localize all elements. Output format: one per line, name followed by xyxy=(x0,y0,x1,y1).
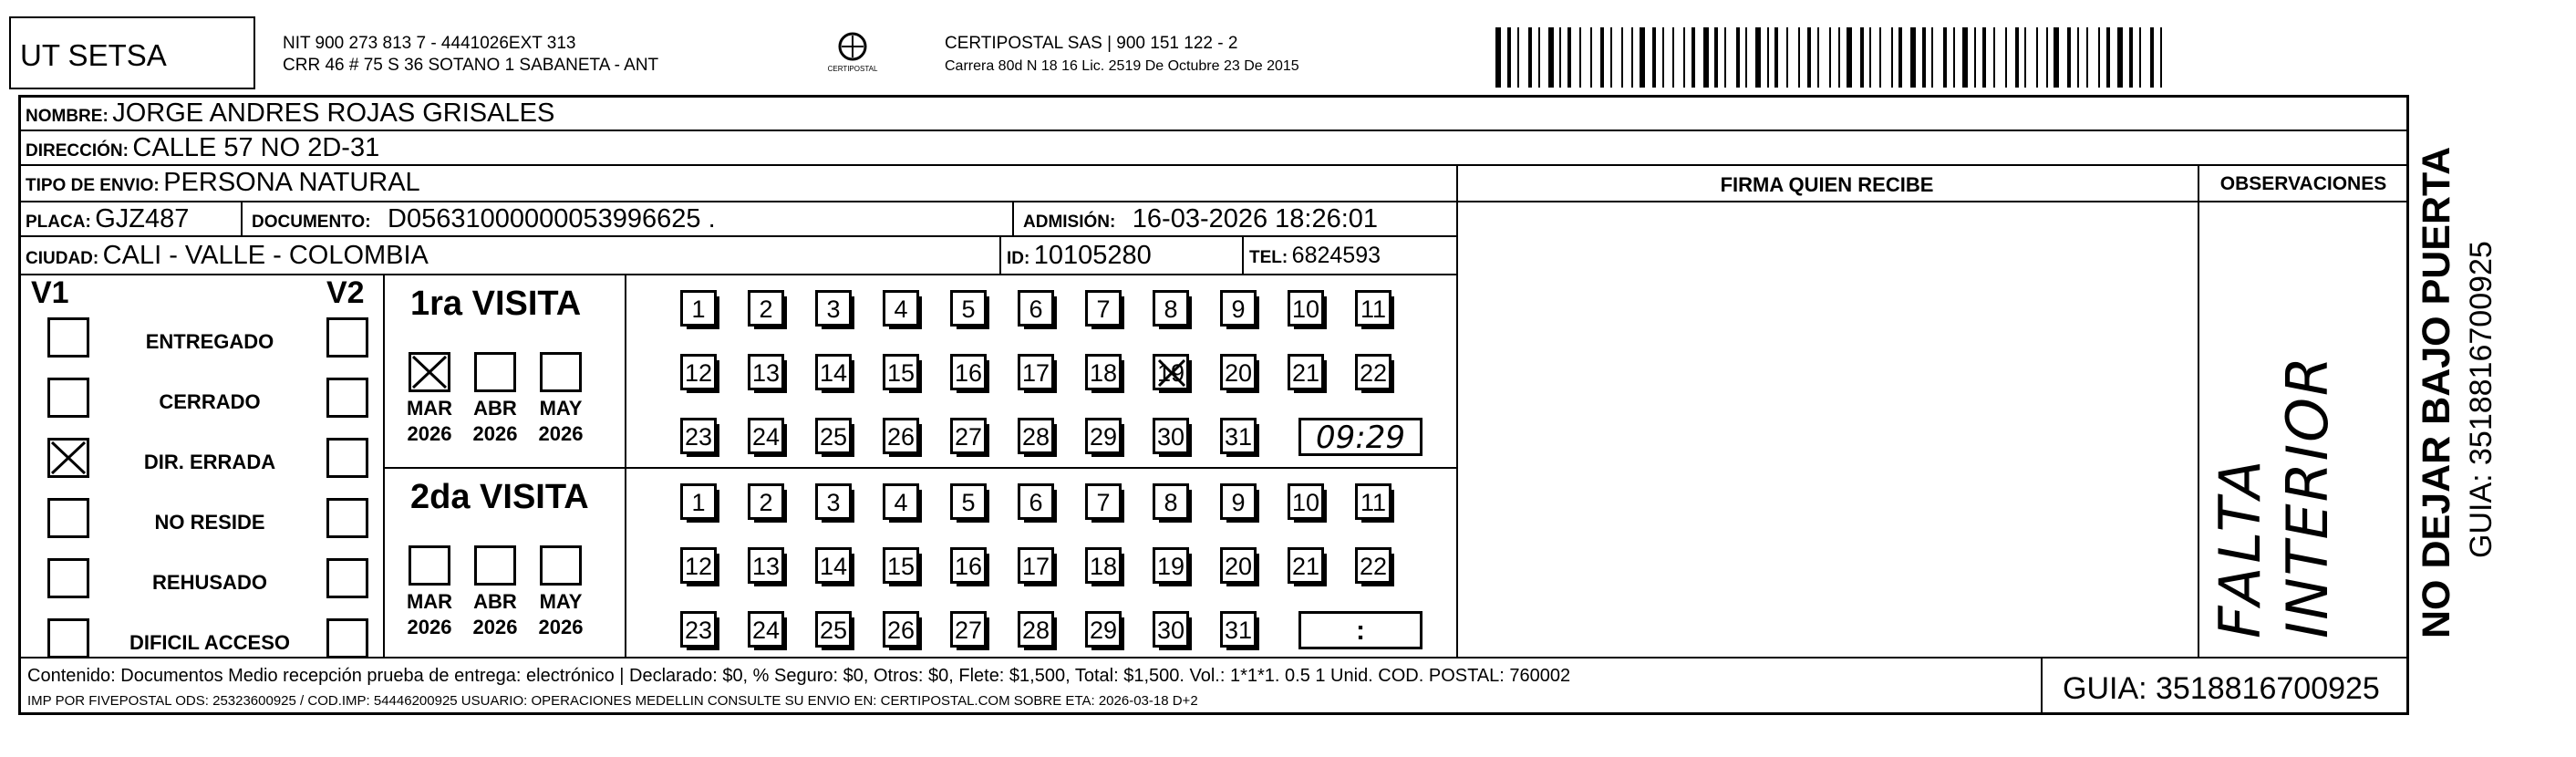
barcode-bar xyxy=(1600,27,1604,88)
visit-month-label xyxy=(463,589,527,640)
visit-title: 2da VISITA xyxy=(410,478,589,516)
tipo-row xyxy=(26,168,420,198)
barcode-bar xyxy=(1621,27,1623,88)
row-line xyxy=(18,274,1456,275)
barcode-bar xyxy=(2086,27,2088,88)
visit-day-21[interactable]: 21 xyxy=(1288,547,1324,584)
barcode-bar xyxy=(1974,27,1976,88)
visit-day-3[interactable]: 3 xyxy=(815,483,852,520)
month-name: MAY xyxy=(539,397,583,420)
placa-label: PLACA: xyxy=(26,213,91,232)
barcode-bar xyxy=(1610,27,1612,88)
placa-value: GJZ487 xyxy=(95,204,190,233)
v2-checkbox-1[interactable] xyxy=(326,317,368,358)
barcode-bar xyxy=(2046,27,2048,88)
visit-month-checkbox[interactable] xyxy=(474,352,516,392)
barcode-bar xyxy=(1798,27,1800,88)
barcode-bar xyxy=(1879,27,1881,88)
check-x-icon xyxy=(411,355,448,389)
side-warning: NO DEJAR BAJO PUERTA xyxy=(2415,146,2458,638)
visit-day-8[interactable]: 8 xyxy=(1153,290,1189,327)
v1-checkbox-3[interactable] xyxy=(47,438,89,478)
visit-month-checkbox[interactable] xyxy=(409,545,450,586)
visit-day-22[interactable]: 22 xyxy=(1355,547,1391,584)
barcode-bar xyxy=(2129,27,2133,88)
month-name: MAY xyxy=(539,590,583,613)
visit-month-label xyxy=(398,396,461,447)
barcode-bar xyxy=(1838,27,1840,88)
barcode-bar xyxy=(2005,27,2007,88)
barcode-bar xyxy=(1579,27,1581,88)
side-guia: GUIA: 3518816700925 xyxy=(2464,241,2498,558)
month-name: MAR xyxy=(406,590,453,613)
visit-day-10[interactable]: 10 xyxy=(1288,483,1324,520)
status-option-label: NO RESIDE xyxy=(154,511,265,534)
barcode-bar xyxy=(1538,27,1540,88)
visit-month-label xyxy=(463,396,527,447)
visit-time-field[interactable]: 09:29 xyxy=(1298,418,1422,456)
barcode-bar xyxy=(1869,27,1871,88)
barcode-bar xyxy=(1953,27,1955,88)
visit-day-15[interactable]: 15 xyxy=(883,354,919,390)
visit-day-6[interactable]: 6 xyxy=(1018,290,1054,327)
footer-guia: GUIA: 3518816700925 xyxy=(2063,671,2380,706)
visit-month-checkbox[interactable] xyxy=(540,352,582,392)
month-year: 2026 xyxy=(407,616,452,638)
visit-day-19[interactable]: 19 xyxy=(1153,547,1189,584)
placa-row xyxy=(26,204,189,234)
barcode-bar xyxy=(1683,27,1685,88)
firma-header: FIRMA QUIEN RECIBE xyxy=(1720,173,1934,196)
barcode xyxy=(1495,27,2170,88)
ciudad-row xyxy=(26,241,429,271)
barcode-bar xyxy=(1640,27,1645,88)
visit-day-24[interactable]: 24 xyxy=(748,418,784,454)
col-line xyxy=(625,274,626,657)
visit-day-18[interactable]: 18 xyxy=(1085,547,1122,584)
status-option-label: CERRADO xyxy=(159,390,261,413)
tipo-value: PERSONA NATURAL xyxy=(163,168,420,197)
barcode-bar xyxy=(1943,27,1947,88)
visit-day-27[interactable]: 27 xyxy=(950,611,987,648)
visit-day-3[interactable]: 3 xyxy=(815,290,852,327)
logo-icon xyxy=(834,31,871,62)
visit-day-29[interactable]: 29 xyxy=(1085,418,1122,454)
visit-day-27[interactable]: 27 xyxy=(950,418,987,454)
visit-day-11[interactable]: 11 xyxy=(1355,483,1391,520)
nombre-label: NOMBRE: xyxy=(26,107,109,126)
status-option-label: DIR. ERRADA xyxy=(143,451,276,473)
row-line xyxy=(18,235,1456,237)
barcode-bar xyxy=(1703,27,1709,88)
col-line xyxy=(1456,164,1458,657)
v2-checkbox-2[interactable] xyxy=(326,378,368,418)
v2-checkbox-3[interactable] xyxy=(326,438,368,478)
certipostal-line: CERTIPOSTAL SAS | 900 151 122 - 2 xyxy=(945,34,1238,53)
visit-month-checkbox[interactable] xyxy=(474,545,516,586)
row-line xyxy=(383,467,1456,469)
visit-day-31[interactable]: 31 xyxy=(1220,611,1257,648)
license-line: Carrera 80d N 18 16 Lic. 2519 De Octubre 23 De 2015 xyxy=(945,58,1299,74)
barcode-bar xyxy=(1993,27,1995,88)
visit-time-field[interactable]: : xyxy=(1298,611,1422,649)
row-line xyxy=(18,130,2409,131)
row-line xyxy=(1456,201,2409,202)
visit-day-9[interactable]: 9 xyxy=(1220,483,1257,520)
visit-day-31[interactable]: 31 xyxy=(1220,418,1257,454)
barcode-bar xyxy=(1548,27,1554,88)
visit-day-15[interactable]: 15 xyxy=(883,547,919,584)
v2-checkbox-4[interactable] xyxy=(326,498,368,538)
col-line xyxy=(241,201,243,235)
barcode-bar xyxy=(1786,27,1788,88)
v2-checkbox-6[interactable] xyxy=(326,618,368,658)
month-year: 2026 xyxy=(538,422,584,445)
barcode-bar xyxy=(1736,27,1740,88)
barcode-bar xyxy=(1691,27,1695,88)
id-value: 10105280 xyxy=(1033,241,1152,270)
visit-day-13[interactable]: 13 xyxy=(748,354,784,390)
visit-day-22[interactable]: 22 xyxy=(1355,354,1391,390)
month-name: ABR xyxy=(473,590,517,613)
day-cross-icon xyxy=(1155,357,1186,388)
barcode-bar xyxy=(2139,27,2141,88)
visit-day-5[interactable]: 5 xyxy=(950,290,987,327)
visit-day-8[interactable]: 8 xyxy=(1153,483,1189,520)
visit-month-label xyxy=(529,396,593,447)
v2-label: V2 xyxy=(326,275,365,310)
barcode-bar xyxy=(1962,27,1968,88)
visit-day-20[interactable]: 20 xyxy=(1220,547,1257,584)
visit-day-2[interactable]: 2 xyxy=(748,290,784,327)
barcode-bar xyxy=(2117,27,2123,88)
visit-title: 1ra VISITA xyxy=(410,285,582,323)
barcode-bar xyxy=(1631,27,1633,88)
documento-value: D05631000000053996625 . xyxy=(388,204,716,233)
visit-month-label xyxy=(398,589,461,640)
visit-month-checkbox[interactable] xyxy=(409,352,450,392)
visit-month-label xyxy=(529,589,593,640)
barcode-bar xyxy=(1829,27,1831,88)
visit-day-25[interactable]: 25 xyxy=(815,418,852,454)
barcode-bar xyxy=(1767,27,1769,88)
barcode-bar xyxy=(2015,27,2019,88)
month-year: 2026 xyxy=(407,422,452,445)
visit-day-2[interactable]: 2 xyxy=(748,483,784,520)
barcode-bar xyxy=(1860,27,1864,88)
barcode-bar xyxy=(1774,27,1778,88)
footer-imp: IMP POR FIVEPOSTAL ODS: 25323600925 / COD.IMP: 54446200925 USUARIO: OPERACIONES MEDELLIN CONSULTE SU ENVIO EN: CERTIPOSTAL.COM SOBRE ETA: 2026-03-18 D+2 xyxy=(27,693,1198,709)
visit-day-30[interactable]: 30 xyxy=(1153,418,1189,454)
visit-day-29[interactable]: 29 xyxy=(1085,611,1122,648)
visit-day-17[interactable]: 17 xyxy=(1018,354,1054,390)
status-option-label: ENTREGADO xyxy=(145,330,274,353)
barcode-bar xyxy=(1662,27,1664,88)
admision-label: ADMISIÓN: xyxy=(1023,213,1116,232)
visit-day-5[interactable]: 5 xyxy=(950,483,987,520)
visit-day-26[interactable]: 26 xyxy=(883,418,919,454)
barcode-bar xyxy=(2106,27,2110,88)
barcode-bar xyxy=(1910,27,1916,88)
tipo-label: TIPO DE ENVIO: xyxy=(26,176,160,195)
barcode-bar xyxy=(2036,27,2038,88)
barcode-bar xyxy=(2160,27,2162,88)
visit-day-6[interactable]: 6 xyxy=(1018,483,1054,520)
barcode-bar xyxy=(2067,27,2071,88)
visit-day-23[interactable]: 23 xyxy=(680,611,717,648)
observacion-handwritten-2: INTERIOR xyxy=(2274,355,2341,638)
id-row xyxy=(1007,241,1152,271)
visit-day-23[interactable]: 23 xyxy=(680,418,717,454)
visit-day-16[interactable]: 16 xyxy=(950,354,987,390)
ciudad-value: CALI - VALLE - COLOMBIA xyxy=(102,241,429,270)
barcode-bar xyxy=(2098,27,2100,88)
barcode-bar xyxy=(2150,27,2154,88)
col-line xyxy=(1242,235,1244,274)
barcode-bar xyxy=(1898,27,1902,88)
direccion-label: DIRECCIÓN: xyxy=(26,141,129,161)
visit-day-4[interactable]: 4 xyxy=(883,483,919,520)
v2-checkbox-5[interactable] xyxy=(326,558,368,598)
v1-checkbox-1[interactable] xyxy=(47,317,89,358)
certipostal-logo xyxy=(821,31,885,78)
visit-month-checkbox[interactable] xyxy=(540,545,582,586)
barcode-bar xyxy=(1528,27,1532,88)
check-x-icon xyxy=(50,441,87,475)
ciudad-label: CIUDAD: xyxy=(26,249,99,268)
barcode-bar xyxy=(1495,27,1501,88)
barcode-bar xyxy=(1672,27,1674,88)
barcode-bar xyxy=(1847,27,1852,88)
barcode-bar xyxy=(1982,27,1986,88)
visit-day-10[interactable]: 10 xyxy=(1288,290,1324,327)
barcode-bar xyxy=(1652,27,1656,88)
status-option-label: DIFICIL ACCESO xyxy=(129,631,290,654)
admision-value: 16-03-2026 18:26:01 xyxy=(1132,204,1379,233)
row-line xyxy=(18,657,2409,658)
v1-checkbox-6[interactable] xyxy=(47,618,89,658)
barcode-bar xyxy=(1507,27,1511,88)
visit-day-12[interactable]: 12 xyxy=(680,547,717,584)
tel-row xyxy=(1249,243,1381,269)
visit-day-1[interactable]: 1 xyxy=(680,290,717,327)
barcode-bar xyxy=(2054,27,2059,88)
visit-day-26[interactable]: 26 xyxy=(883,611,919,648)
tel-label: TEL: xyxy=(1249,248,1288,267)
visit-day-25[interactable]: 25 xyxy=(815,611,852,648)
visit-day-4[interactable]: 4 xyxy=(883,290,919,327)
nit-line: NIT 900 273 813 7 - 4441026EXT 313 xyxy=(283,34,576,53)
barcode-bar xyxy=(2077,27,2079,88)
barcode-bar xyxy=(1567,27,1571,88)
visit-day-28[interactable]: 28 xyxy=(1018,418,1054,454)
col-line xyxy=(383,274,385,657)
visit-day-19[interactable]: 19 xyxy=(1153,354,1189,390)
observacion-handwritten-1: FALTA xyxy=(2207,456,2273,638)
documento-row xyxy=(252,204,716,234)
v1-checkbox-2[interactable] xyxy=(47,378,89,418)
row-line xyxy=(18,164,2409,166)
v1-checkbox-4[interactable] xyxy=(47,498,89,538)
direccion-value: CALLE 57 NO 2D-31 xyxy=(132,133,380,162)
company-name: UT SETSA xyxy=(20,38,167,72)
col-line xyxy=(1012,201,1014,235)
direccion-row xyxy=(26,133,379,163)
visit-day-11[interactable]: 11 xyxy=(1355,290,1391,327)
visit-day-7[interactable]: 7 xyxy=(1085,483,1122,520)
barcode-bar xyxy=(1807,27,1811,88)
barcode-bar xyxy=(1931,27,1933,88)
month-year: 2026 xyxy=(472,422,518,445)
id-label: ID: xyxy=(1007,249,1030,268)
col-line xyxy=(2198,164,2199,657)
visit-day-30[interactable]: 30 xyxy=(1153,611,1189,648)
barcode-bar xyxy=(2024,27,2026,88)
barcode-bar xyxy=(1755,27,1761,88)
v1-label: V1 xyxy=(31,275,69,310)
admision-row xyxy=(1023,204,1378,234)
visit-day-21[interactable]: 21 xyxy=(1288,354,1324,390)
visit-day-24[interactable]: 24 xyxy=(748,611,784,648)
footer-contenido: Contenido: Documentos Medio recepción prueba de entrega: electrónico | Declarado: $0, % Seguro: $0, Otros: $0, Flete: $1,500, Total: $1,500. Vol.: 1*1*1. 0.5 1 Unid. COD. POSTAL: 760002 xyxy=(27,666,1571,686)
observaciones-header: OBSERVACIONES xyxy=(2219,173,2387,194)
visit-day-7[interactable]: 7 xyxy=(1085,290,1122,327)
barcode-bar xyxy=(1517,27,1519,88)
documento-label: DOCUMENTO: xyxy=(252,213,371,232)
status-option-label: REHUSADO xyxy=(152,571,267,594)
visit-day-14[interactable]: 14 xyxy=(815,354,852,390)
visit-day-28[interactable]: 28 xyxy=(1018,611,1054,648)
month-year: 2026 xyxy=(472,616,518,638)
barcode-bar xyxy=(1714,27,1718,88)
barcode-bar xyxy=(1922,27,1926,88)
visit-day-17[interactable]: 17 xyxy=(1018,547,1054,584)
address-line: CRR 46 # 75 S 36 SOTANO 1 SABANETA - ANT xyxy=(283,56,659,75)
tel-value: 6824593 xyxy=(1291,243,1381,268)
visit-day-16[interactable]: 16 xyxy=(950,547,987,584)
month-name: ABR xyxy=(473,397,517,420)
visit-day-18[interactable]: 18 xyxy=(1085,354,1122,390)
visit-day-14[interactable]: 14 xyxy=(815,547,852,584)
month-year: 2026 xyxy=(538,616,584,638)
barcode-bar xyxy=(1745,27,1747,88)
nombre-value: JORGE ANDRES ROJAS GRISALES xyxy=(112,99,555,128)
barcode-bar xyxy=(1559,27,1561,88)
barcode-bar xyxy=(1724,27,1726,88)
visit-day-13[interactable]: 13 xyxy=(748,547,784,584)
barcode-bar xyxy=(1590,27,1592,88)
barcode-bar xyxy=(1891,27,1893,88)
nombre-row xyxy=(26,99,554,129)
month-name: MAR xyxy=(406,397,453,420)
visit-day-1[interactable]: 1 xyxy=(680,483,717,520)
barcode-bar xyxy=(1817,27,1819,88)
v1-checkbox-5[interactable] xyxy=(47,558,89,598)
col-line xyxy=(2041,657,2043,715)
col-line xyxy=(999,235,1001,274)
visit-day-9[interactable]: 9 xyxy=(1220,290,1257,327)
logo-text: CERTIPOSTAL xyxy=(827,65,878,73)
visit-day-20[interactable]: 20 xyxy=(1220,354,1257,390)
visit-day-12[interactable]: 12 xyxy=(680,354,717,390)
